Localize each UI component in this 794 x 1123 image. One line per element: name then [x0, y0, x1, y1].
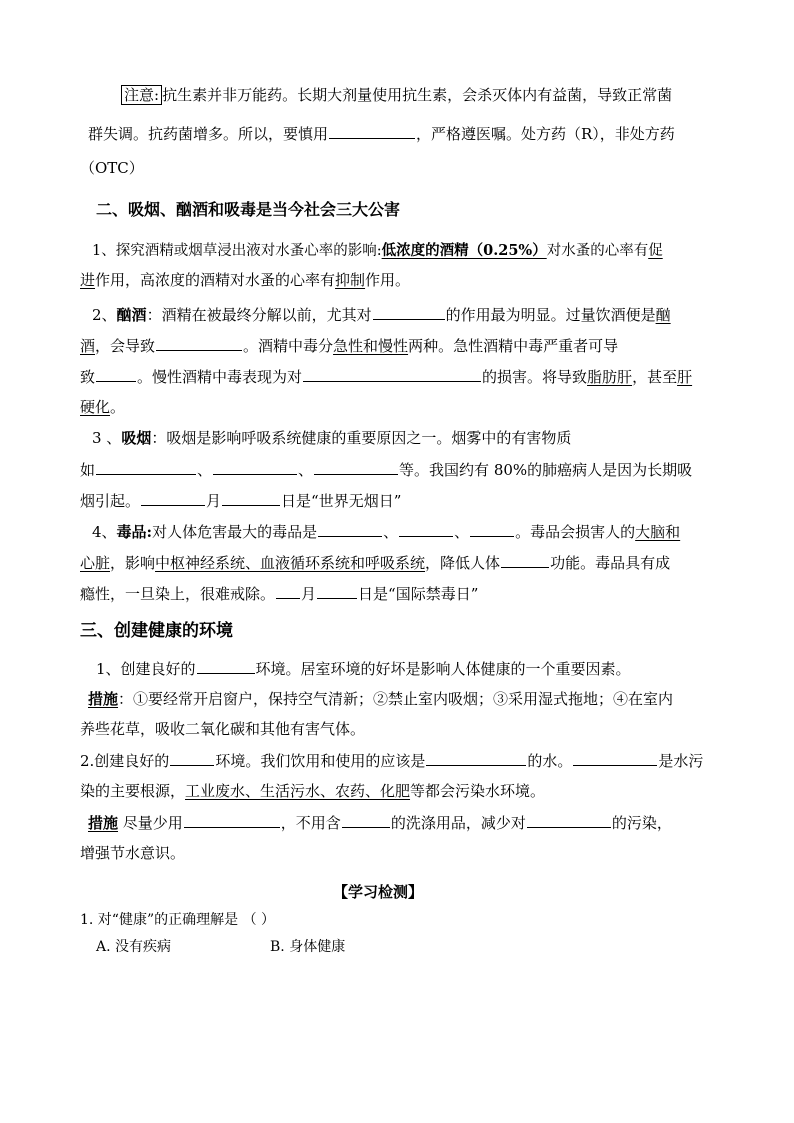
- fill-blank[interactable]: [314, 458, 398, 475]
- fill-blank[interactable]: [318, 520, 382, 537]
- sec2-p1-line-2: 进作用，高浓度的酒精对水蚤的心率有抑制作用。: [80, 271, 411, 289]
- fill-blank[interactable]: [184, 811, 280, 828]
- fill-blank[interactable]: [470, 520, 514, 537]
- section-3-title: 三、创建健康的环境: [80, 621, 233, 641]
- sec2-p4-line-3: 瘾性，一旦染上，很难戒除。 月 日是“国际禁毒日”: [80, 582, 478, 605]
- fill-blank[interactable]: [527, 811, 611, 828]
- question-1-option-b[interactable]: B. 身体健康: [270, 939, 346, 955]
- fill-blank[interactable]: [96, 458, 196, 475]
- sec3-p2-line-1: 2.创建良好的 环境。我们饮用和使用的应该是 的水。 是水污: [80, 749, 703, 772]
- note-line-1: 注意: 抗生素并非万能药。长期大剂量使用抗生素，会杀灭体内有益菌，导致正常菌: [121, 84, 672, 106]
- sec2-p4-line-1: 4、毒品:对人体危害最大的毒品是 、 、 。毒品会损害人的大脑和: [92, 520, 680, 543]
- fill-blank[interactable]: [399, 520, 453, 537]
- sec3-measure1-line-1: 措施：①要经常开启窗户，保持空气清新；②禁止室内吸烟；③采用湿式拖地；④在室内: [88, 690, 674, 708]
- sec3-p2-line-2: 染的主要根源，工业废水、生活污水、农药、化肥等都会污染水环境。: [80, 782, 546, 800]
- fill-blank[interactable]: [276, 582, 300, 599]
- note-line-2: 群失调。抗药菌增多。所以，要慎用 ，严格遵医嘱。处方药（R），非处方药: [88, 122, 675, 145]
- fill-blank[interactable]: [303, 365, 481, 382]
- check-title: 【学习检测】: [333, 883, 424, 901]
- sec2-p2-line-4: 硬化。: [80, 398, 126, 416]
- sec2-p3-line-2: 如 、 、 等。我国约有 80%的肺癌病人是因为长期吸: [80, 458, 692, 481]
- fill-blank[interactable]: [197, 657, 255, 674]
- fill-blank[interactable]: [373, 303, 445, 320]
- sec3-p1-line: 1、创建良好的 环境。居室环境的好坏是影响人体健康的一个重要因素。: [96, 657, 631, 680]
- fill-blank[interactable]: [317, 582, 357, 599]
- fill-blank[interactable]: [501, 551, 549, 568]
- section-2-title: 二、吸烟、酗酒和吸毒是当今社会三大公害: [96, 200, 401, 219]
- sec2-p3-line-3: 烟引起。 月 日是“世界无烟日”: [80, 489, 401, 512]
- sec2-p2-line-1: 2、酗酒：酒精在被最终分解以前，尤其对 的作用最为明显。过量饮酒便是酗: [92, 303, 671, 326]
- question-1-option-a[interactable]: A. 没有疾病: [96, 939, 172, 955]
- sec3-measure1-line-2: 养些花草，吸收二氧化碳和其他有害气体。: [80, 720, 366, 738]
- fill-blank[interactable]: [426, 749, 526, 766]
- fill-blank[interactable]: [222, 489, 280, 506]
- sec2-p1-line-1: 1、探究酒精或烟草浸出液对水蚤心率的影响:低浓度的酒精（0.25%）对水蚤的心率有促: [92, 242, 663, 259]
- sec3-measure2-line-1: 措施 尽量少用 ，不用含 的洗涤用品，减少对 的污染，: [88, 811, 672, 834]
- fill-blank[interactable]: [96, 365, 136, 382]
- fill-blank[interactable]: [342, 811, 390, 828]
- note-line-3: （OTC）: [80, 159, 144, 177]
- sec2-p2-line-3: 致 。慢性酒精中毒表现为对 的损害。将导致脂肪肝，甚至肝: [80, 365, 692, 388]
- fill-blank[interactable]: [170, 749, 214, 766]
- fill-blank[interactable]: [329, 122, 415, 139]
- sec2-p4-line-2: 心脏，影响中枢神经系统、血液循环系统和呼吸系统，降低人体 功能。毒品具有成: [80, 551, 670, 574]
- fill-blank[interactable]: [156, 334, 242, 351]
- sec2-p3-line-1: 3 、吸烟：吸烟是影响呼吸系统健康的重要原因之一。烟雾中的有害物质: [92, 429, 572, 447]
- fill-blank[interactable]: [213, 458, 297, 475]
- sec3-measure2-line-2: 增强节水意识。: [80, 844, 186, 862]
- fill-blank[interactable]: [141, 489, 205, 506]
- fill-blank[interactable]: [573, 749, 657, 766]
- question-1: 1. 对“健康”的正确理解是 （ ）: [80, 912, 276, 928]
- sec2-p2-line-2: 酒，会导致 。酒精中毒分急性和慢性两种。急性酒精中毒严重者可导: [80, 334, 618, 357]
- note-label: 注意:: [121, 85, 162, 105]
